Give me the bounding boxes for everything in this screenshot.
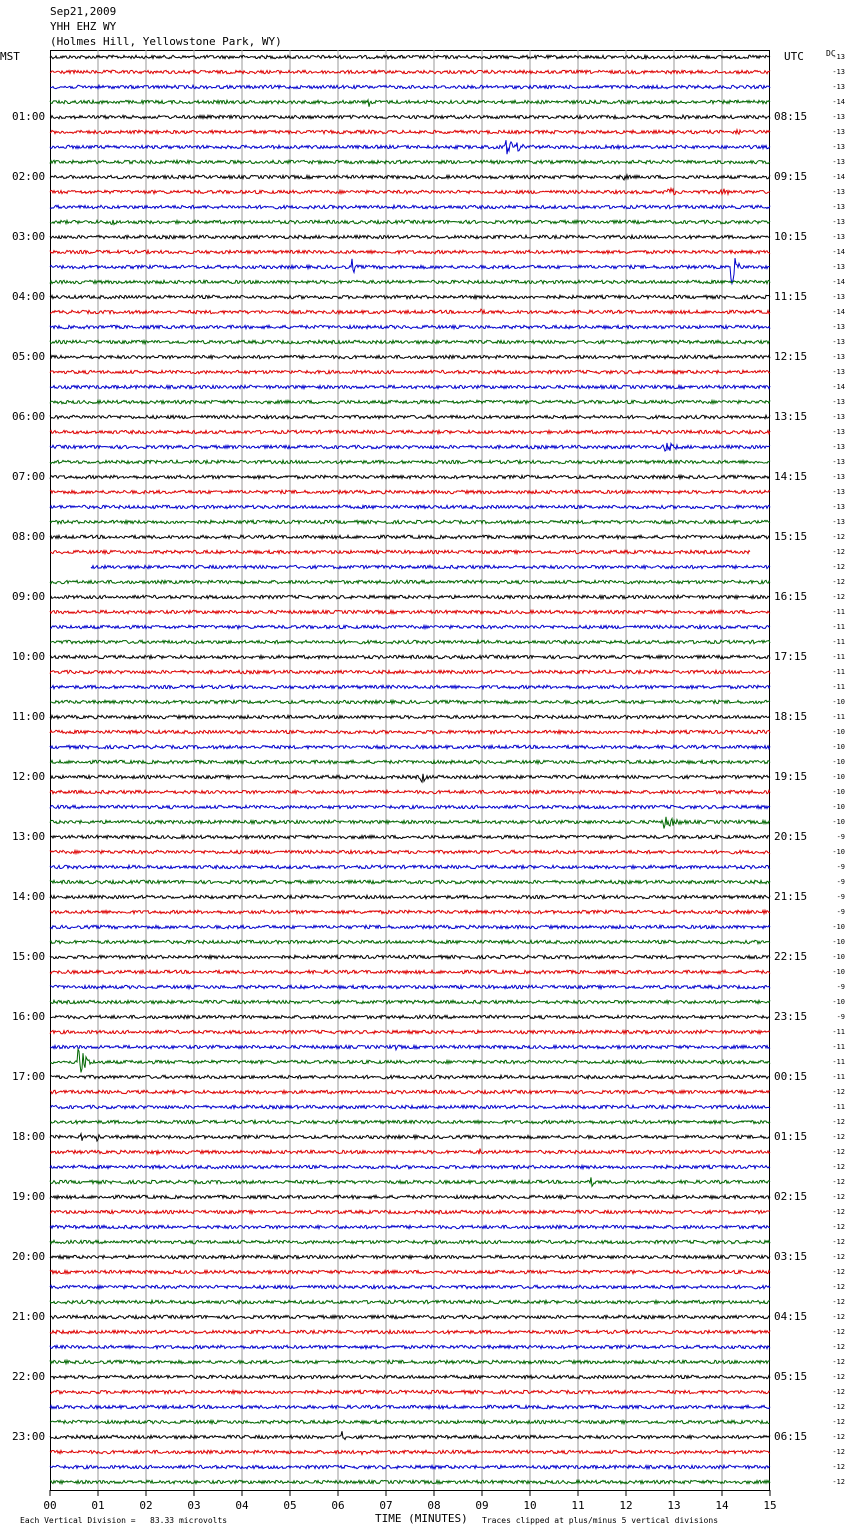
trace-line (50, 1165, 770, 1168)
dc-offset-value: -11 (832, 1043, 845, 1051)
trace-line (50, 220, 770, 225)
trace-line (50, 625, 770, 628)
dc-offset-value: -13 (832, 503, 845, 511)
trace-line (50, 1465, 770, 1468)
dc-offset-value: -13 (832, 158, 845, 166)
dc-offset-value: -12 (832, 1313, 845, 1321)
x-tick-label: 07 (379, 1499, 393, 1512)
trace-line (50, 790, 770, 793)
trace-line (50, 535, 770, 538)
hour-label-utc: 15:15 (774, 530, 808, 543)
hour-label-mst: 10:00 (12, 650, 46, 663)
dc-offset-value: -13 (832, 338, 845, 346)
trace-line (50, 700, 770, 703)
trace-line (50, 985, 770, 988)
trace-line (50, 1075, 770, 1078)
dc-offset-value: -11 (832, 1103, 845, 1111)
dc-offset-value: -12 (832, 1223, 845, 1231)
x-tick-label: 13 (667, 1499, 681, 1512)
dc-offset-value: -13 (832, 428, 845, 436)
trace-line (50, 610, 770, 613)
dc-offset-value: -13 (832, 368, 845, 376)
dc-offset-value: -9 (836, 1013, 845, 1021)
trace-line (50, 1360, 770, 1363)
dc-offset-value: -13 (832, 488, 845, 496)
trace-line (50, 520, 770, 523)
station-code: YHH EHZ WY (50, 20, 117, 33)
dc-offset-value: -10 (832, 788, 845, 796)
dc-offset-value: -13 (832, 398, 845, 406)
dc-offset-value: -9 (836, 983, 845, 991)
trace-line (50, 505, 770, 508)
trace-line (50, 1270, 770, 1273)
trace-line (50, 774, 770, 782)
hour-label-utc: 00:15 (774, 1070, 808, 1083)
trace-line (50, 730, 770, 733)
trace-line (50, 940, 770, 943)
dc-offset-value: -11 (832, 683, 845, 691)
trace-line (50, 400, 770, 403)
dc-offset-value: -10 (832, 818, 845, 826)
dc-offset-value: -13 (832, 443, 845, 451)
hour-label-mst: 22:00 (12, 1370, 46, 1383)
trace-line (50, 850, 770, 853)
dc-offset-value: -9 (836, 893, 845, 901)
trace-line (50, 1225, 770, 1228)
dc-offset-value: -14 (832, 98, 845, 106)
dc-offset-value: -13 (832, 518, 845, 526)
trace-line (50, 295, 770, 298)
dc-offset-value: -13 (832, 83, 845, 91)
trace-line (50, 1285, 770, 1288)
trace-line (50, 1330, 770, 1333)
trace-line (50, 760, 770, 763)
dc-offset-value: -13 (832, 143, 845, 151)
clipping-note: Traces clipped at plus/minus 5 vertical divisions (482, 1516, 719, 1525)
hour-label-utc: 23:15 (774, 1010, 808, 1023)
trace-line (50, 370, 770, 373)
hour-label-utc: 19:15 (774, 770, 808, 783)
trace-line (50, 140, 770, 154)
trace-line (91, 565, 770, 568)
hour-label-mst: 12:00 (12, 770, 46, 783)
dc-offset-value: -11 (832, 1073, 845, 1081)
dc-offset-value: -12 (832, 533, 845, 541)
dc-offset-value: -13 (832, 458, 845, 466)
dc-offset-value: -12 (832, 1343, 845, 1351)
dc-offset-value: -12 (832, 1433, 845, 1441)
dc-offset-value: -12 (832, 1208, 845, 1216)
trace-line (50, 443, 770, 451)
dc-offset-value: -14 (832, 173, 845, 181)
trace-line (50, 550, 750, 553)
dc-offset-value: -14 (832, 248, 845, 256)
hour-label-utc: 20:15 (774, 830, 808, 843)
dc-offset-value: -12 (832, 563, 845, 571)
trace-line (50, 1345, 770, 1348)
hour-label-utc: 04:15 (774, 1310, 808, 1323)
dc-offset-value: -12 (832, 1148, 845, 1156)
dc-offset-value: -13 (832, 233, 845, 241)
dc-offset-value: -12 (832, 1388, 845, 1396)
dc-offset-value: -12 (832, 1253, 845, 1261)
trace-line (50, 1480, 770, 1483)
trace-line (50, 1134, 770, 1141)
trace-line (50, 1000, 770, 1003)
dc-offset-value: -11 (832, 713, 845, 721)
trace-line (50, 325, 770, 328)
trace-line (50, 1405, 770, 1408)
dc-offset-value: -13 (832, 68, 845, 76)
trace-line (50, 670, 770, 673)
trace-line (50, 160, 770, 163)
hour-label-utc: 08:15 (774, 110, 808, 123)
trace-line (50, 880, 770, 883)
trace-line (50, 640, 770, 643)
trace-line (50, 1195, 770, 1198)
hour-label-mst: 08:00 (12, 530, 46, 543)
trace-line (50, 595, 770, 598)
x-tick-label: 02 (139, 1499, 153, 1512)
dc-offset-value: -12 (832, 1418, 845, 1426)
hour-label-utc: 13:15 (774, 410, 808, 423)
dc-offset-value: -12 (832, 1268, 845, 1276)
trace-line (50, 1120, 770, 1123)
dc-offset-value: -9 (836, 833, 845, 841)
dc-offset-value: -12 (832, 1373, 845, 1381)
dc-offset-value: -12 (832, 1463, 845, 1471)
hour-label-mst: 15:00 (12, 950, 46, 963)
dc-offset-value: -10 (832, 938, 845, 946)
dc-offset-value: -10 (832, 923, 845, 931)
x-tick-label: 03 (187, 1499, 201, 1512)
dc-offset-value: -9 (836, 863, 845, 871)
hour-label-mst: 09:00 (12, 590, 46, 603)
dc-offset-value: -11 (832, 638, 845, 646)
trace-line (50, 385, 770, 388)
dc-offset-value: -12 (832, 578, 845, 586)
dc-offset-value: -10 (832, 968, 845, 976)
trace-line (50, 835, 770, 838)
trace-line (50, 970, 770, 973)
trace-line (50, 1149, 770, 1155)
dc-offset-value: -13 (832, 53, 845, 61)
dc-offset-value: -10 (832, 758, 845, 766)
dc-offset-value: -14 (832, 308, 845, 316)
x-tick-label: 00 (43, 1499, 57, 1512)
x-axis-ticks (43, 1490, 776, 1512)
right-timezone-label: UTC (784, 50, 804, 63)
hour-label-utc: 05:15 (774, 1370, 808, 1383)
hour-label-mst: 16:00 (12, 1010, 46, 1023)
dc-offset-value: -14 (832, 383, 845, 391)
trace-line (50, 130, 770, 135)
hour-label-mst: 18:00 (12, 1130, 46, 1143)
hour-label-mst: 05:00 (12, 350, 46, 363)
hour-label-mst: 02:00 (12, 170, 46, 183)
hour-label-mst: 07:00 (12, 470, 46, 483)
trace-line (50, 355, 770, 358)
dc-offset-value: -9 (836, 908, 845, 916)
hour-label-utc: 17:15 (774, 650, 808, 663)
dc-offset-value: -10 (832, 848, 845, 856)
trace-line (50, 1450, 770, 1454)
left-timezone-label: MST (0, 50, 20, 63)
dc-offset-value: -10 (832, 998, 845, 1006)
hour-label-utc: 06:15 (774, 1430, 808, 1443)
dc-offset-value: -13 (832, 188, 845, 196)
dc-offset-value: -11 (832, 1028, 845, 1036)
trace-line (50, 925, 770, 928)
dc-offset-header: DC (826, 49, 836, 58)
dc-offset-value: -12 (832, 1193, 845, 1201)
dc-offset-value: -12 (832, 1088, 845, 1096)
dc-offset-value: -12 (832, 1283, 845, 1291)
hour-label-utc: 21:15 (774, 890, 808, 903)
trace-line (50, 430, 770, 433)
trace-line (50, 955, 770, 958)
dc-offset-value: -12 (832, 1163, 845, 1171)
trace-line (50, 1300, 770, 1303)
dc-offset-value: -10 (832, 698, 845, 706)
dc-offset-value: -13 (832, 218, 845, 226)
dc-offset-value: -10 (832, 803, 845, 811)
trace-line (50, 1390, 770, 1393)
trace-line (50, 580, 770, 583)
dc-offset-value: -11 (832, 608, 845, 616)
trace-line (50, 895, 770, 898)
trace-line (50, 115, 770, 119)
x-tick-label: 12 (619, 1499, 633, 1512)
trace-line (50, 280, 770, 283)
dc-offset-value: -10 (832, 773, 845, 781)
trace-line (50, 745, 770, 748)
trace-line (50, 70, 770, 73)
dc-offset-value: -11 (832, 623, 845, 631)
trace-line (50, 1431, 770, 1439)
dc-offset-value: -11 (832, 653, 845, 661)
x-tick-label: 11 (571, 1499, 585, 1512)
trace-line (50, 1045, 770, 1050)
dc-offset-value: -11 (832, 1058, 845, 1066)
trace-line (50, 1240, 770, 1243)
x-tick-label: 10 (523, 1499, 537, 1512)
hour-label-utc: 22:15 (774, 950, 808, 963)
trace-line (50, 205, 770, 208)
trace-line (50, 805, 770, 808)
dc-offset-value: -13 (832, 293, 845, 301)
x-tick-label: 05 (283, 1499, 297, 1512)
hour-label-mst: 21:00 (12, 1310, 46, 1323)
hour-label-mst: 17:00 (12, 1070, 46, 1083)
trace-line (50, 100, 770, 107)
trace-line (50, 490, 770, 493)
x-tick-label: 01 (91, 1499, 105, 1512)
trace-line (50, 475, 770, 478)
hour-label-mst: 04:00 (12, 290, 46, 303)
dc-offset-value: -13 (832, 353, 845, 361)
trace-line (50, 1030, 770, 1033)
dc-offset-value: -12 (832, 1358, 845, 1366)
trace-line (50, 250, 770, 253)
hour-label-utc: 01:15 (774, 1130, 808, 1143)
dc-offset-value: -12 (832, 593, 845, 601)
dc-offset-value: -9 (836, 878, 845, 886)
hour-label-utc: 12:15 (774, 350, 808, 363)
dc-offset-value: -10 (832, 953, 845, 961)
hour-label-utc: 11:15 (774, 290, 808, 303)
dc-offset-value: -10 (832, 728, 845, 736)
record-date: Sep21,2009 (50, 5, 117, 18)
x-tick-label: 15 (763, 1499, 777, 1512)
hour-label-mst: 23:00 (12, 1430, 46, 1443)
dc-offset-value: -13 (832, 128, 845, 136)
hour-label-mst: 13:00 (12, 830, 46, 843)
dc-offset-value: -13 (832, 203, 845, 211)
dc-offset-value: -12 (832, 1298, 845, 1306)
trace-line (50, 655, 770, 658)
trace-line (50, 1049, 770, 1072)
trace-line (50, 1255, 770, 1258)
dc-offset-value: -12 (832, 1238, 845, 1246)
trace-line (50, 175, 770, 180)
trace-line (50, 685, 770, 688)
trace-line (50, 865, 770, 868)
seismic-traces (50, 55, 770, 1483)
x-tick-label: 08 (427, 1499, 441, 1512)
dc-offset-value: -13 (832, 323, 845, 331)
hour-label-mst: 19:00 (12, 1190, 46, 1203)
hour-label-utc: 09:15 (774, 170, 808, 183)
dc-offset-value: -12 (832, 1118, 845, 1126)
x-tick-label: 14 (715, 1499, 729, 1512)
hour-label-mst: 03:00 (12, 230, 46, 243)
hour-label-mst: 20:00 (12, 1250, 46, 1263)
trace-line (50, 1015, 770, 1018)
trace-line (50, 258, 770, 283)
dc-offset-value: -12 (832, 1448, 845, 1456)
dc-offset-value: -13 (832, 473, 845, 481)
trace-line (50, 817, 770, 829)
trace-line (50, 188, 770, 194)
trace-line (50, 1210, 770, 1213)
trace-line (50, 1105, 770, 1108)
dc-offset-value: -13 (832, 413, 845, 421)
hour-label-utc: 18:15 (774, 710, 808, 723)
trace-line (50, 1315, 770, 1318)
hour-label-utc: 10:15 (774, 230, 808, 243)
trace-line (50, 309, 770, 314)
dc-offset-value: -12 (832, 548, 845, 556)
trace-line (50, 415, 770, 418)
trace-line (50, 55, 770, 58)
trace-line (50, 235, 770, 238)
trace-line (50, 85, 770, 88)
x-axis-title: TIME (MINUTES) (375, 1512, 468, 1525)
x-tick-label: 04 (235, 1499, 249, 1512)
station-location: (Holmes Hill, Yellowstone Park, WY) (50, 35, 282, 48)
dc-offset-value: -13 (832, 263, 845, 271)
hour-label-mst: 11:00 (12, 710, 46, 723)
hour-label-utc: 16:15 (774, 590, 808, 603)
dc-offset-value: -12 (832, 1328, 845, 1336)
hour-label-mst: 01:00 (12, 110, 46, 123)
x-tick-label: 06 (331, 1499, 345, 1512)
trace-line (50, 1375, 770, 1378)
trace-line (50, 340, 770, 343)
trace-line (50, 1177, 770, 1186)
dc-offset-value: -12 (832, 1133, 845, 1141)
dc-offset-value: -11 (832, 668, 845, 676)
hour-label-utc: 02:15 (774, 1190, 808, 1203)
trace-line (50, 910, 770, 913)
hour-label-mst: 14:00 (12, 890, 46, 903)
hour-label-utc: 14:15 (774, 470, 808, 483)
dc-offset-value: -14 (832, 278, 845, 286)
hour-label-utc: 03:15 (774, 1250, 808, 1263)
dc-offset-value: -13 (832, 113, 845, 121)
hour-label-mst: 06:00 (12, 410, 46, 423)
trace-line (50, 460, 770, 463)
x-tick-label: 09 (475, 1499, 489, 1512)
vertical-scale-note: Each Vertical Division = 83.33 microvolts (20, 1516, 228, 1525)
trace-line (50, 1090, 770, 1093)
dc-offset-value: -12 (832, 1178, 845, 1186)
dc-offset-value: -12 (832, 1403, 845, 1411)
dc-offset-value: -10 (832, 743, 845, 751)
trace-line (50, 715, 770, 718)
trace-line (50, 1420, 770, 1423)
dc-offset-value: -12 (832, 1478, 845, 1486)
